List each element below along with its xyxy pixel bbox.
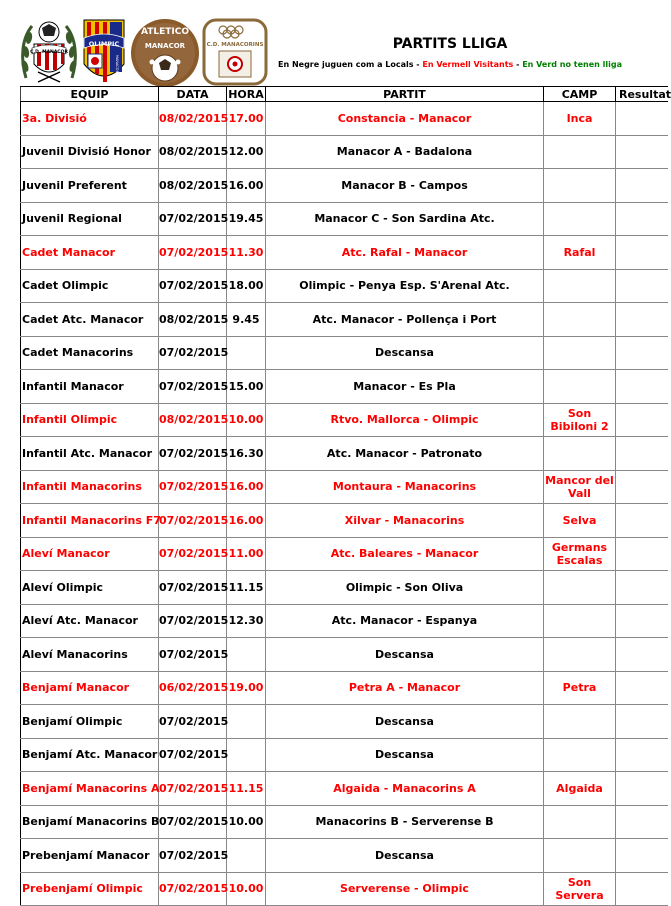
cell-data: 08/02/2015 — [159, 102, 227, 136]
cell-camp: Petra — [544, 671, 616, 705]
cell-resultat — [616, 638, 668, 672]
table-row — [21, 738, 668, 772]
matches-table — [20, 86, 671, 906]
cell-data: 07/02/2015 — [159, 236, 227, 270]
cell-partit: Montaura - Manacorins — [266, 470, 544, 504]
cell-hora: 17.00 — [227, 102, 266, 136]
cell-data: 07/02/2015 — [159, 269, 227, 303]
legend-away: En Vermell Visitants — [422, 60, 514, 69]
cell-data: 07/02/2015 — [159, 370, 227, 404]
cell-partit: Atc. Manacor - Patronato — [266, 437, 544, 471]
cell-hora — [227, 638, 266, 672]
cell-resultat — [616, 403, 668, 437]
table-row — [21, 370, 668, 404]
cell-data: 07/02/2015 — [159, 470, 227, 504]
atletico-logo-subtext: MANACOR — [144, 42, 186, 50]
cell-partit: Algaida - Manacorins A — [266, 772, 544, 806]
cell-data: 07/02/2015 — [159, 772, 227, 806]
cell-equip: Aleví Atc. Manacor — [21, 604, 159, 638]
cell-data: 08/02/2015 — [159, 135, 227, 169]
table-row — [21, 705, 668, 739]
cell-data: 07/02/2015 — [159, 336, 227, 370]
legend-local: En Negre juguen com a Locals — [278, 60, 414, 69]
cell-camp — [544, 202, 616, 236]
cell-equip: Juvenil Divisió Honor — [21, 135, 159, 169]
table-header-row — [21, 87, 668, 102]
cell-partit: Descansa — [266, 638, 544, 672]
cell-hora: 19.45 — [227, 202, 266, 236]
cell-data: 07/02/2015 — [159, 805, 227, 839]
cell-equip: Infantil Atc. Manacor — [21, 437, 159, 471]
cell-camp: Inca — [544, 102, 616, 136]
cell-data: 08/02/2015 — [159, 403, 227, 437]
cell-partit: Manacor B - Campos — [266, 169, 544, 203]
cell-hora: 11.15 — [227, 772, 266, 806]
header — [0, 0, 628, 88]
table-row — [21, 336, 668, 370]
cell-camp: Selva — [544, 504, 616, 538]
cell-hora: 16.00 — [227, 169, 266, 203]
cell-hora: 10.00 — [227, 872, 266, 906]
cell-hora — [227, 705, 266, 739]
cell-equip: Prebenjamí Manacor — [21, 839, 159, 873]
cell-data: 07/02/2015 — [159, 437, 227, 471]
cell-camp — [544, 169, 616, 203]
cell-hora: 16.00 — [227, 504, 266, 538]
cell-data: 08/02/2015 — [159, 169, 227, 203]
cell-equip: 3a. Divisió — [21, 102, 159, 136]
cell-equip: Cadet Manacorins — [21, 336, 159, 370]
olimpic-logo-subtext: MANACOR — [115, 55, 119, 73]
table-row — [21, 839, 668, 873]
table-row — [21, 537, 668, 571]
table-row — [21, 470, 668, 504]
table-row — [21, 236, 668, 270]
header-data: DATA — [159, 87, 227, 102]
cell-camp — [544, 370, 616, 404]
legend-separator: - — [413, 60, 423, 69]
header-partit: PARTIT — [266, 87, 544, 102]
cell-hora — [227, 839, 266, 873]
cell-equip: Benjamí Manacorins B — [21, 805, 159, 839]
table-row — [21, 872, 668, 906]
cell-partit: Serverense - Olimpic — [266, 872, 544, 906]
cell-equip: Prebenjamí Olimpic — [21, 872, 159, 906]
cell-partit: Petra A - Manacor — [266, 671, 544, 705]
cell-camp — [544, 805, 616, 839]
cell-resultat — [616, 135, 668, 169]
cell-partit: Descansa — [266, 738, 544, 772]
cell-equip: Aleví Manacor — [21, 537, 159, 571]
cell-camp: Algaida — [544, 772, 616, 806]
cell-camp — [544, 437, 616, 471]
cell-data: 07/02/2015 — [159, 202, 227, 236]
cell-data: 08/02/2015 — [159, 303, 227, 337]
cell-hora: 11.30 — [227, 236, 266, 270]
olimpic-logo — [82, 18, 126, 86]
cell-partit: Descansa — [266, 705, 544, 739]
cell-hora — [227, 336, 266, 370]
table-row — [21, 571, 668, 605]
olimpic-logo-text: OLIMPIC — [88, 40, 120, 48]
color-legend — [272, 60, 628, 69]
cell-hora: 9.45 — [227, 303, 266, 337]
cell-camp: Germans Escalas — [544, 537, 616, 571]
atletico-manacor-logo — [130, 18, 200, 88]
cell-resultat — [616, 772, 668, 806]
cell-equip: Benjamí Manacorins A — [21, 772, 159, 806]
cell-partit: Atc. Rafal - Manacor — [266, 236, 544, 270]
table-row — [21, 403, 668, 437]
cell-equip: Cadet Manacor — [21, 236, 159, 270]
cell-partit: Manacorins B - Serverense B — [266, 805, 544, 839]
cell-resultat — [616, 805, 668, 839]
cell-hora: 15.00 — [227, 370, 266, 404]
cell-hora: 11.15 — [227, 571, 266, 605]
table-row — [21, 772, 668, 806]
manacorins-logo-text: C.D. MANACORINS — [206, 42, 264, 48]
cell-partit: Manacor A - Badalona — [266, 135, 544, 169]
cell-resultat — [616, 102, 668, 136]
header-resultat: Resultat — [616, 87, 668, 102]
cell-camp: Son Bibiloni 2 — [544, 403, 616, 437]
table-row — [21, 604, 668, 638]
cell-data: 07/02/2015 — [159, 705, 227, 739]
cell-resultat — [616, 571, 668, 605]
cell-hora: 12.00 — [227, 135, 266, 169]
cell-partit: Atc. Manacor - Pollença i Port — [266, 303, 544, 337]
cell-data: 07/02/2015 — [159, 604, 227, 638]
cell-resultat — [616, 470, 668, 504]
table-row — [21, 437, 668, 471]
cell-hora: 16.00 — [227, 470, 266, 504]
cell-resultat — [616, 202, 668, 236]
legend-no-league: En Verd no tenen lliga — [522, 60, 622, 69]
cell-partit: Manacor C - Son Sardina Atc. — [266, 202, 544, 236]
table-row — [21, 671, 668, 705]
cell-camp — [544, 638, 616, 672]
header-camp: CAMP — [544, 87, 616, 102]
atletico-logo-text: ATLETICO — [140, 27, 190, 37]
cell-camp: Mancor del Vall — [544, 470, 616, 504]
table-row — [21, 102, 668, 136]
table-row — [21, 202, 668, 236]
cell-partit: Constancia - Manacor — [266, 102, 544, 136]
table-row — [21, 303, 668, 337]
cd-manacor-logo-text: C.D. MANACOR — [30, 50, 68, 55]
cell-camp — [544, 839, 616, 873]
cell-partit: Olimpic - Son Oliva — [266, 571, 544, 605]
cell-data: 07/02/2015 — [159, 638, 227, 672]
cell-data: 07/02/2015 — [159, 738, 227, 772]
cell-equip: Infantil Olimpic — [21, 403, 159, 437]
cell-hora: 18.00 — [227, 269, 266, 303]
cell-equip: Aleví Manacorins — [21, 638, 159, 672]
cell-hora: 11.00 — [227, 537, 266, 571]
cell-hora: 12.30 — [227, 604, 266, 638]
cell-equip: Infantil Manacorins — [21, 470, 159, 504]
page-title: PARTITS LLIGA — [392, 36, 508, 52]
cell-equip: Benjamí Olimpic — [21, 705, 159, 739]
cell-data: 07/02/2015 — [159, 872, 227, 906]
cell-equip: Cadet Atc. Manacor — [21, 303, 159, 337]
cell-resultat — [616, 437, 668, 471]
cell-data: 07/02/2015 — [159, 504, 227, 538]
cell-resultat — [616, 671, 668, 705]
cell-partit: Atc. Baleares - Manacor — [266, 537, 544, 571]
cell-data: 06/02/2015 — [159, 671, 227, 705]
cell-resultat — [616, 169, 668, 203]
cell-resultat — [616, 705, 668, 739]
cell-equip: Infantil Manacorins F7 — [21, 504, 159, 538]
table-row — [21, 504, 668, 538]
cell-resultat — [616, 303, 668, 337]
cell-camp — [544, 135, 616, 169]
cell-resultat — [616, 738, 668, 772]
cell-hora: 10.00 — [227, 403, 266, 437]
cell-resultat — [616, 236, 668, 270]
cell-equip: Benjamí Manacor — [21, 671, 159, 705]
cell-hora: 16.30 — [227, 437, 266, 471]
legend-separator: - — [513, 60, 523, 69]
table-row — [21, 805, 668, 839]
cell-resultat — [616, 839, 668, 873]
cell-data: 07/02/2015 — [159, 537, 227, 571]
cell-data: 07/02/2015 — [159, 839, 227, 873]
cell-partit: Descansa — [266, 839, 544, 873]
cell-equip: Aleví Olimpic — [21, 571, 159, 605]
cell-camp — [544, 738, 616, 772]
cell-resultat — [616, 537, 668, 571]
cell-resultat — [616, 370, 668, 404]
header-hora: HORA — [228, 87, 264, 101]
cell-partit: Manacor - Es Pla — [266, 370, 544, 404]
header-equip: EQUIP — [21, 87, 159, 102]
table-row — [21, 135, 668, 169]
cell-resultat — [616, 872, 668, 906]
cell-camp — [544, 604, 616, 638]
cell-equip: Juvenil Regional — [21, 202, 159, 236]
cell-camp — [544, 705, 616, 739]
cell-resultat — [616, 336, 668, 370]
table-row — [21, 638, 668, 672]
cell-camp: Rafal — [544, 236, 616, 270]
cell-camp — [544, 336, 616, 370]
cell-partit: Rtvo. Mallorca - Olimpic — [266, 403, 544, 437]
cell-data: 07/02/2015 — [159, 571, 227, 605]
cell-equip: Cadet Olimpic — [21, 269, 159, 303]
cell-camp — [544, 269, 616, 303]
cd-manacor-logo — [20, 18, 78, 86]
cell-hora: 19.00 — [227, 671, 266, 705]
cell-hora: 10.00 — [227, 805, 266, 839]
cell-camp: Son Servera — [544, 872, 616, 906]
cell-partit: Atc. Manacor - Espanya — [266, 604, 544, 638]
cell-equip: Juvenil Preferent — [21, 169, 159, 203]
cell-hora — [227, 738, 266, 772]
cell-resultat — [616, 504, 668, 538]
cell-equip: Infantil Manacor — [21, 370, 159, 404]
cell-partit: Descansa — [266, 336, 544, 370]
table-row — [21, 269, 668, 303]
club-logos — [20, 18, 270, 86]
table-row — [21, 169, 668, 203]
cell-camp — [544, 571, 616, 605]
cd-manacorins-logo — [202, 18, 268, 86]
cell-partit: Xilvar - Manacorins — [266, 504, 544, 538]
cell-resultat — [616, 604, 668, 638]
cell-resultat — [616, 269, 668, 303]
cell-partit: Olimpic - Penya Esp. S'Arenal Atc. — [266, 269, 544, 303]
cell-equip: Benjamí Atc. Manacor — [21, 738, 159, 772]
cell-camp — [544, 303, 616, 337]
